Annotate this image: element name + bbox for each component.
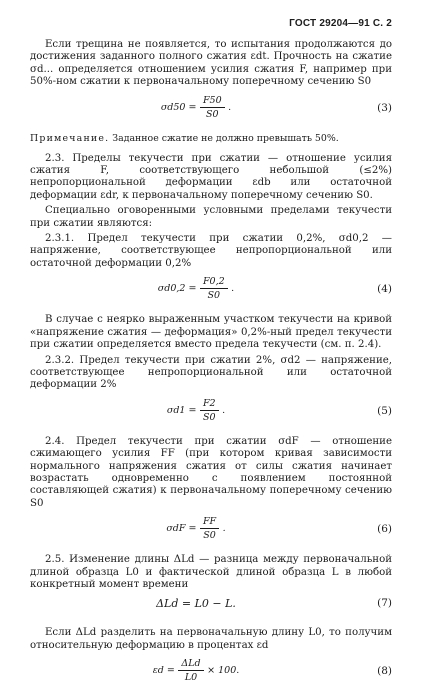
paragraph-2-3-2: 2.3.2. Предел текучести при сжатии 2%, σd2 — напряжение, соответствующее непропорциональной или остаточной деформации 2%	[30, 354, 392, 391]
formula-6-denominator: S0	[203, 530, 216, 542]
paragraph-crack: Если трещина не появляется, то испытания продолжаются до достижения заданного полного сжатия εdt. Прочность на сжатие σd... определяется отношением усилия сжатия F, например при 50%-ном сжатии к первоначальному поперечному сечению S0	[30, 39, 392, 88]
paragraph-yield-curve: В случае с неярко выраженным участком текучести на кривой «напряжение сжатия — деформация» 0,2%-ный предел текучести при сжатии определяется вместо предела текучести (см. п. 2.4).	[30, 314, 392, 351]
paragraph-special: Специально оговоренными условными пределами текучести при сжатии являются:	[30, 205, 392, 229]
formula-5-numerator: F2	[200, 398, 219, 411]
formula-5-number: (5)	[377, 404, 392, 417]
formula-8-tail: × 100.	[207, 665, 240, 677]
page-header: ГОСТ 29204—91 С. 2	[289, 18, 392, 29]
formula-7-number: (7)	[377, 597, 392, 610]
formula-8-denominator: L0	[184, 672, 198, 684]
paragraph-2-4: 2.4. Предел текучести при сжатии σdF — отношение сжимающего усилия FF (при котором кривая зависимости нормального напряжения сжатия от силы сжатия начинает возрастать одновременно с появлением постоянной составляющей сжатия) к первоначальному поперечному сечению S0	[30, 435, 392, 509]
formula-6-numerator: FF	[200, 516, 219, 529]
formula-4-lhs: σd0,2 =	[157, 283, 197, 295]
formula-8	[30, 658, 392, 688]
formula-4	[30, 276, 392, 306]
formula-3-lhs: σd50 =	[160, 101, 197, 113]
formula-4-tail: .	[231, 283, 235, 295]
formula-3-number: (3)	[377, 101, 392, 114]
formula-3-fraction	[200, 95, 225, 120]
formula-5-lhs: σd1 =	[166, 404, 197, 416]
formula-3-tail: .	[228, 101, 232, 113]
formula-4-number: (4)	[377, 283, 392, 296]
formula-3-numerator: F50	[200, 95, 225, 108]
formula-3-denominator: S0	[206, 108, 219, 120]
paragraph-2-5: 2.5. Изменение длины ΔLd — разница между первоначальной длиной образца L0 и фактической длиной образца L в любой конкретный момент времени	[30, 554, 392, 590]
formula-6-lhs: σdF =	[166, 523, 197, 535]
formula-7-expression: ΔLd = L0 − L.	[156, 597, 236, 611]
formula-8-number: (8)	[377, 665, 392, 678]
formula-3	[30, 95, 392, 125]
formula-4-numerator: F0,2	[200, 276, 228, 289]
formula-5-fraction	[200, 398, 219, 423]
formula-6	[30, 516, 392, 546]
paragraph-2-3-1: 2.3.1. Предел текучести при сжатии 0,2%, σd0,2 — напряжение, соответствующее непропорциональной или остаточной деформации 0,2%	[30, 233, 392, 269]
formula-8-fraction	[178, 658, 203, 683]
note-text: Заданное сжатие не должно превышать 50%.	[112, 132, 339, 144]
note-label: Примечание.	[30, 132, 110, 144]
formula-8-numerator: ΔLd	[178, 658, 203, 671]
formula-8-lhs: εd =	[152, 665, 175, 677]
formula-7	[30, 597, 392, 619]
formula-6-tail: .	[222, 523, 226, 535]
formula-4-denominator: S0	[207, 290, 221, 302]
paragraph-relative-strain: Если ΔLd разделить на первоначальную длину L0, то получим относительную деформацию в процентах εd	[30, 627, 392, 651]
formula-6-number: (6)	[377, 523, 392, 536]
formula-5	[30, 398, 392, 428]
formula-5-denominator: S0	[202, 411, 216, 423]
paragraph-2-3: 2.3. Пределы текучести при сжатии — отношение усилия сжатия F, соответствующего небольшой (≤2%) непропорциональной деформации εdb или остаточной деформации εdr, к первоначальному поперечному сечению S0.	[30, 152, 392, 201]
formula-6-fraction	[200, 516, 219, 541]
formula-4-fraction	[200, 276, 228, 301]
formula-5-tail: .	[222, 404, 226, 416]
note	[30, 133, 392, 145]
